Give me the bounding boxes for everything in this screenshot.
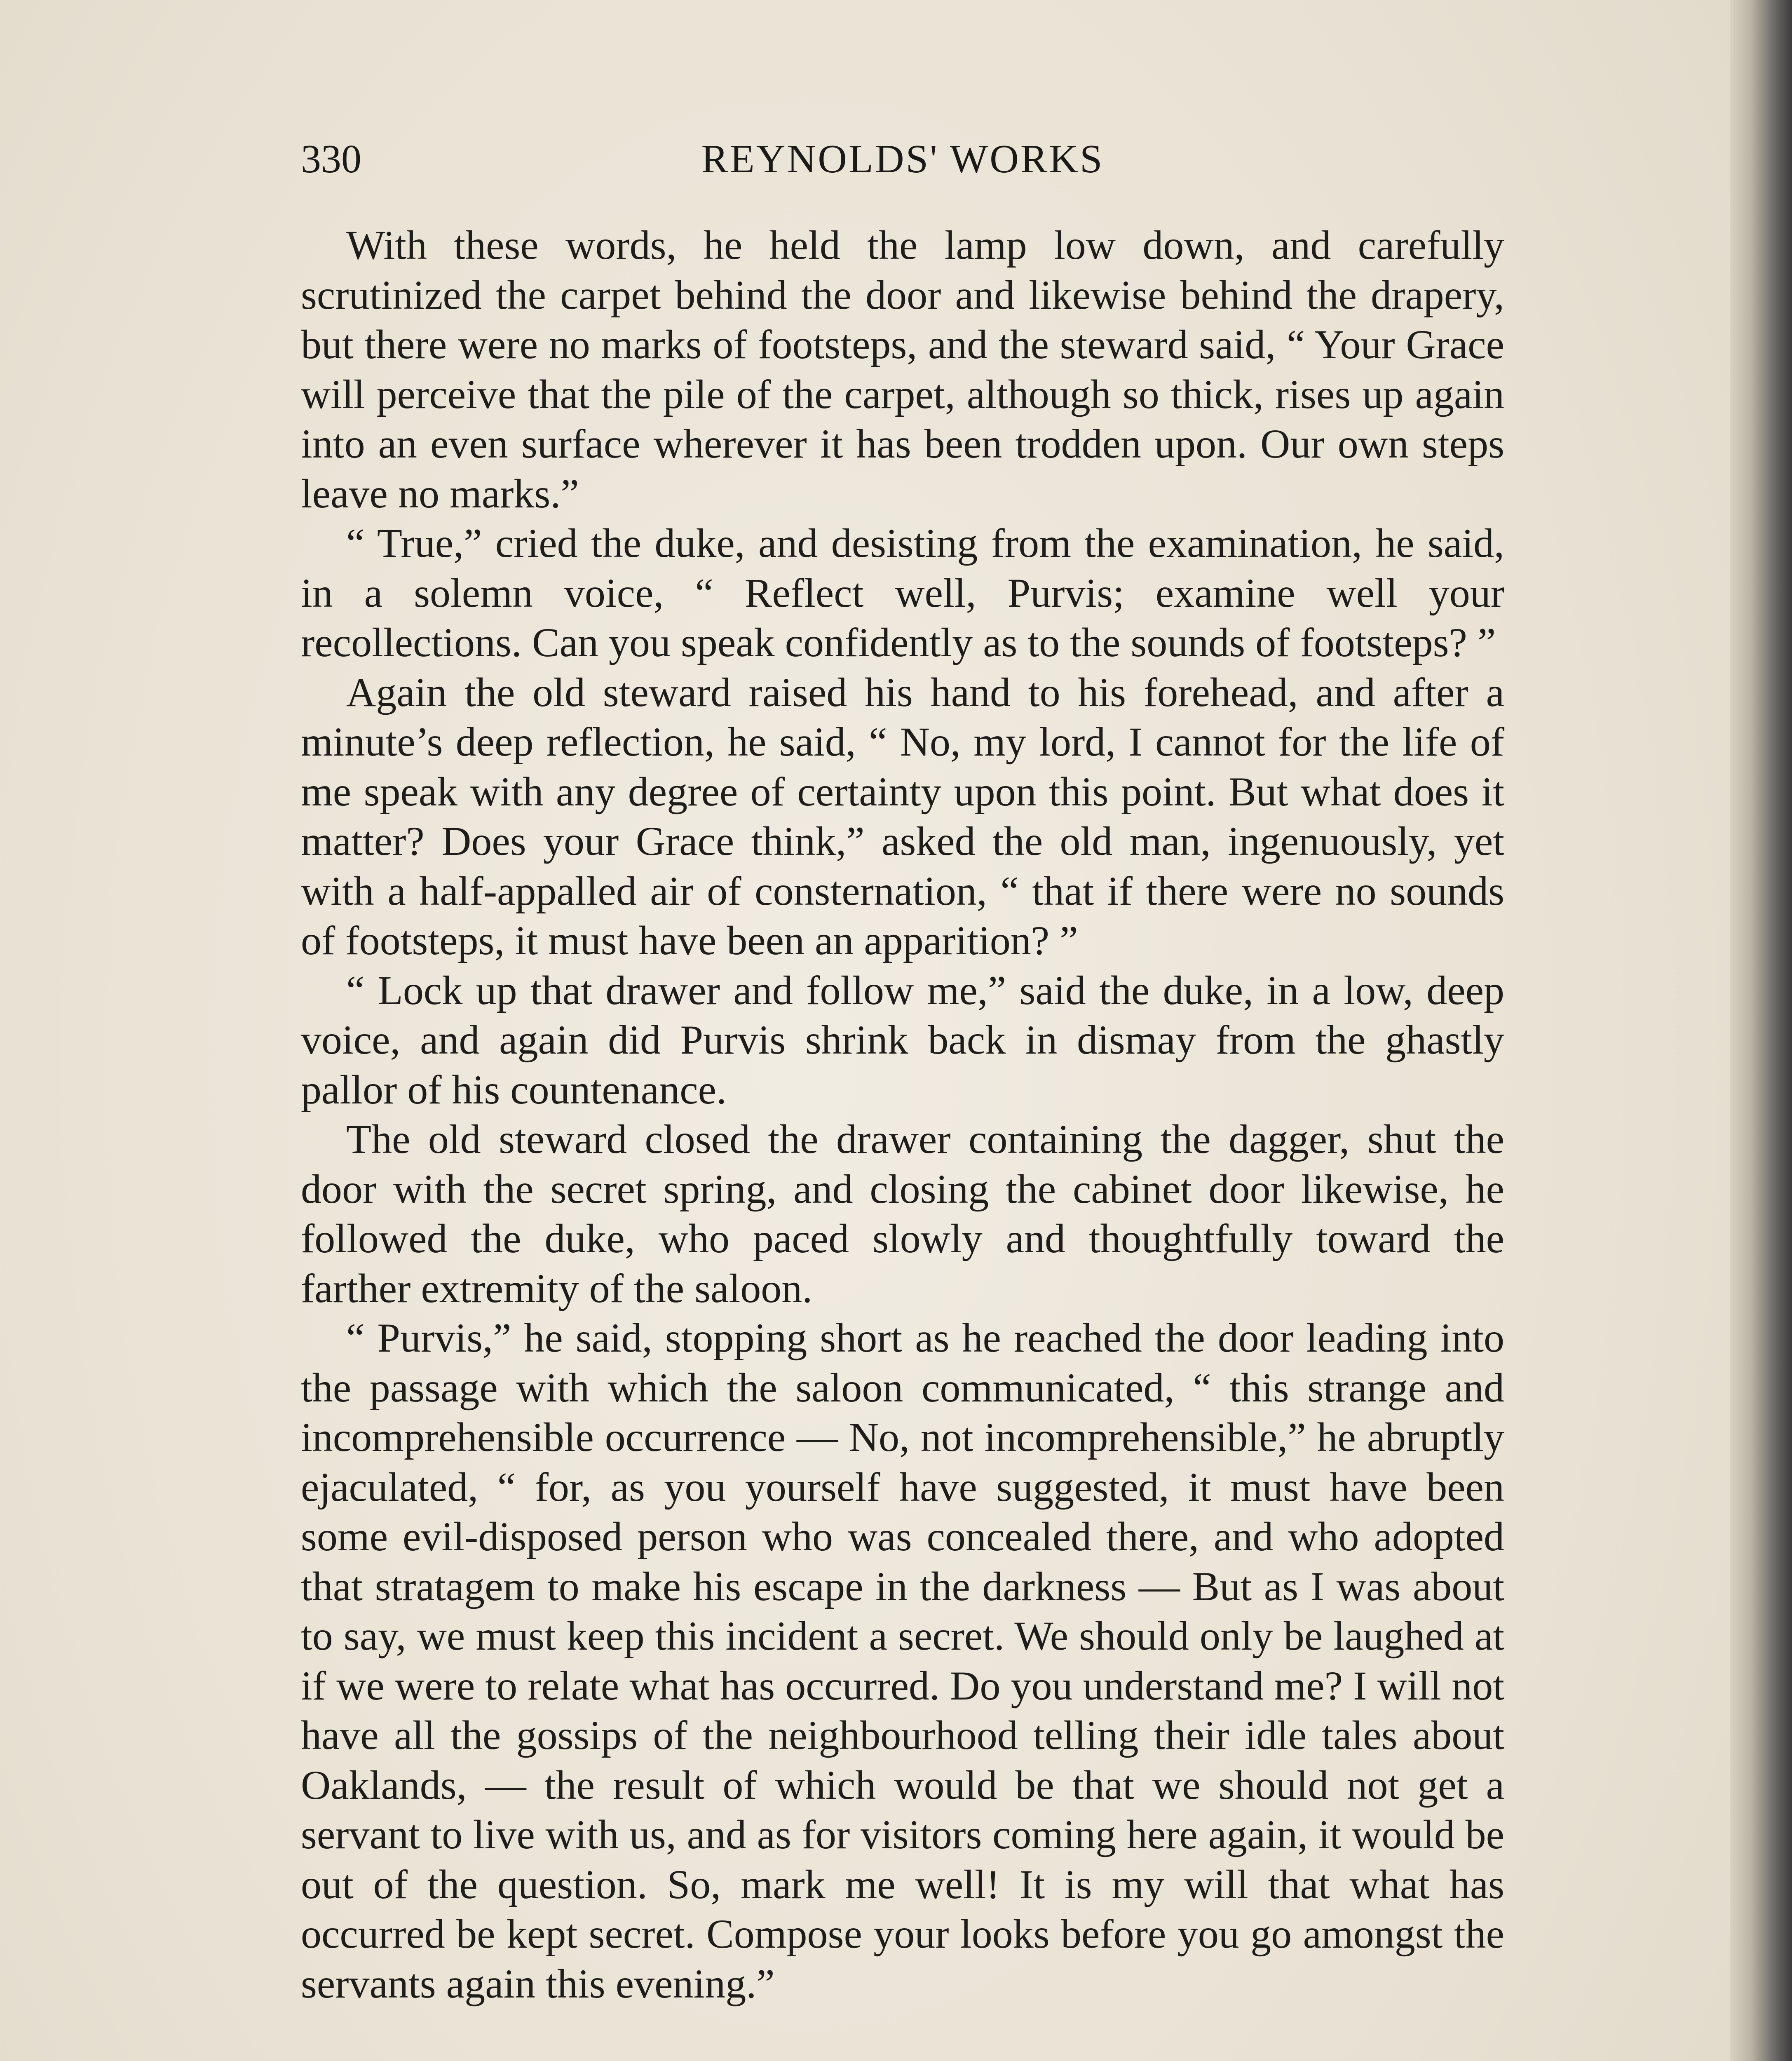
paragraph: “ Lock up that drawer and follow me,” said the duke, in a low, deep voice, and again did Purvis shrink back in dismay from the ghastly pallor of his countenance. [301,967,1504,1113]
page-edge-shadow [1730,0,1792,2061]
page-number: 330 [301,137,361,181]
paragraph: With these words, he held the lamp low down, and carefully scrutinized the carpet behind the door and likewise behind the drapery, but there were no marks of footsteps, and the steward said, “ Your Grace will perceive that the pile of the carpet, although so thick, rises up again into an even surface wherever it has been trodden upon. Our own steps leave no marks.” [301,222,1504,516]
paragraph: “ True,” cried the duke, and desisting from the examination, he said, in a solemn voice, “ Reflect well, Purvis; examine well your recollections. Can you speak confidently as to the sounds of footsteps? ” [301,520,1504,665]
running-head [301,136,1504,185]
paragraph: Again the old steward raised his hand to his forehead, and after a minute’s deep reflection, he said, “ No, my lord, I cannot for the life of me speak with any degree of certainty upon this point. But what does it matter? Does your Grace think,” asked the old man, ingenuously, yet with a half-appalled air of consternation, “ that if there were no sounds of footsteps, it must have been an apparition? ” [301,669,1504,963]
book-title: REYNOLDS' WORKS [701,137,1104,181]
body-text [301,221,1504,2009]
paragraph: “ Purvis,” he said, stopping short as he reached the door leading into the passage with which the saloon communicated, “ this strange and incomprehensible occurrence — No, not incomprehensible,” he abruptly ejaculated, “ for, as you yourself have suggested, it must have been some evil-disposed person who was concealed there, and who adopted that stratagem to make his escape in the darkness — But as I was about to say, we must keep this incident a secret. We should only be laughed at if we were to relate what has occurred. Do you understand me? I will not have all the gossips of the neighbourhood telling their idle tales about Oaklands, — the result of which would be that we should not get a servant to live with us, and as for visitors coming here again, it would be out of the question. So, mark me well! It is my will that what has occurred be kept secret. Compose your looks before you go amongst the servants again this evening.” [301,1315,1504,2007]
paragraph: The old steward closed the drawer containing the dagger, shut the door with the secret spring, and closing the cabinet door likewise, he followed the duke, who paced slowly and thoughtfully toward the farther extremity of the saloon. [301,1116,1504,1311]
